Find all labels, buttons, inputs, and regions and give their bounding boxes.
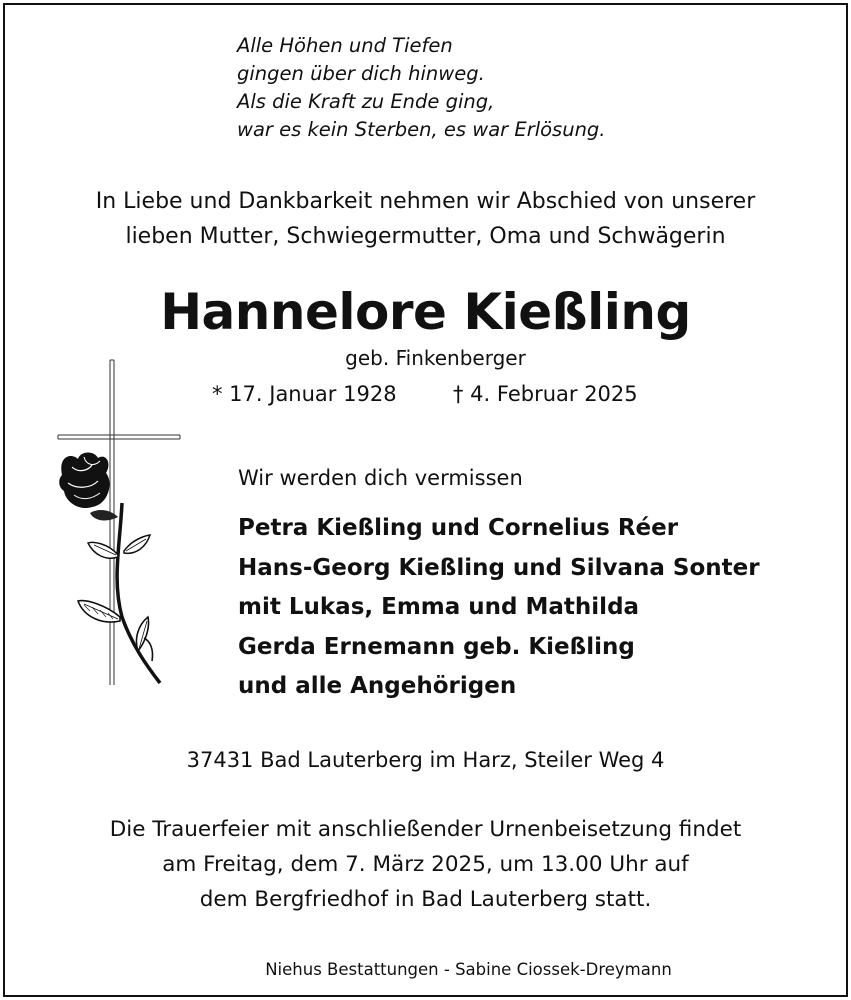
farewell-intro <box>0 184 851 254</box>
poem-line: war es kein Sterben, es war Erlösung. <box>237 118 606 141</box>
funeral-details <box>0 812 851 917</box>
poem-line: gingen über dich hinweg. <box>237 62 485 85</box>
mourners-list <box>238 509 760 707</box>
family-address: 37431 Bad Lauterberg im Harz, Steiler Weg 4 <box>186 748 665 772</box>
intro-line: lieben Mutter, Schwiegermutter, Oma und Schwägerin <box>125 224 726 249</box>
birth-date: * 17. Januar 1928 <box>212 382 397 406</box>
funeral-line: Die Trauerfeier mit anschließender Urnenbeisetzung findet <box>109 817 742 842</box>
mourner-line: Gerda Ernemann geb. Kießling <box>238 633 635 660</box>
death-date: † 4. Februar 2025 <box>453 382 638 406</box>
mourner-line: Petra Kießling und Cornelius Réer <box>238 515 679 541</box>
deceased-name: Hannelore Kießling <box>160 283 691 341</box>
mourner-line: mit Lukas, Emma und Mathilda <box>238 594 640 620</box>
poem-line: Als die Kraft zu Ende ging, <box>237 90 495 113</box>
intro-line: In Liebe und Dankbarkeit nehmen wir Abschied von unserer <box>95 189 756 214</box>
funeral-line: am Freitag, dem 7. März 2025, um 13.00 Uhr auf <box>162 852 689 877</box>
mourner-line: Hans-Georg Kießling und Silvana Sonter <box>238 554 760 581</box>
mourner-line: und alle Angehörigen <box>238 673 517 699</box>
poem-line: Alle Höhen und Tiefen <box>237 34 453 57</box>
mourners-intro: Wir werden dich vermissen <box>238 466 523 490</box>
poem <box>237 32 606 144</box>
undertaker-credit: Niehus Bestattungen - Sabine Ciossek-Dreymann <box>265 960 672 979</box>
cross-and-rose-illustration <box>50 355 190 695</box>
funeral-line: dem Bergfriedhof in Bad Lauterberg statt. <box>199 887 652 912</box>
maiden-name: geb. Finkenberger <box>345 346 526 370</box>
